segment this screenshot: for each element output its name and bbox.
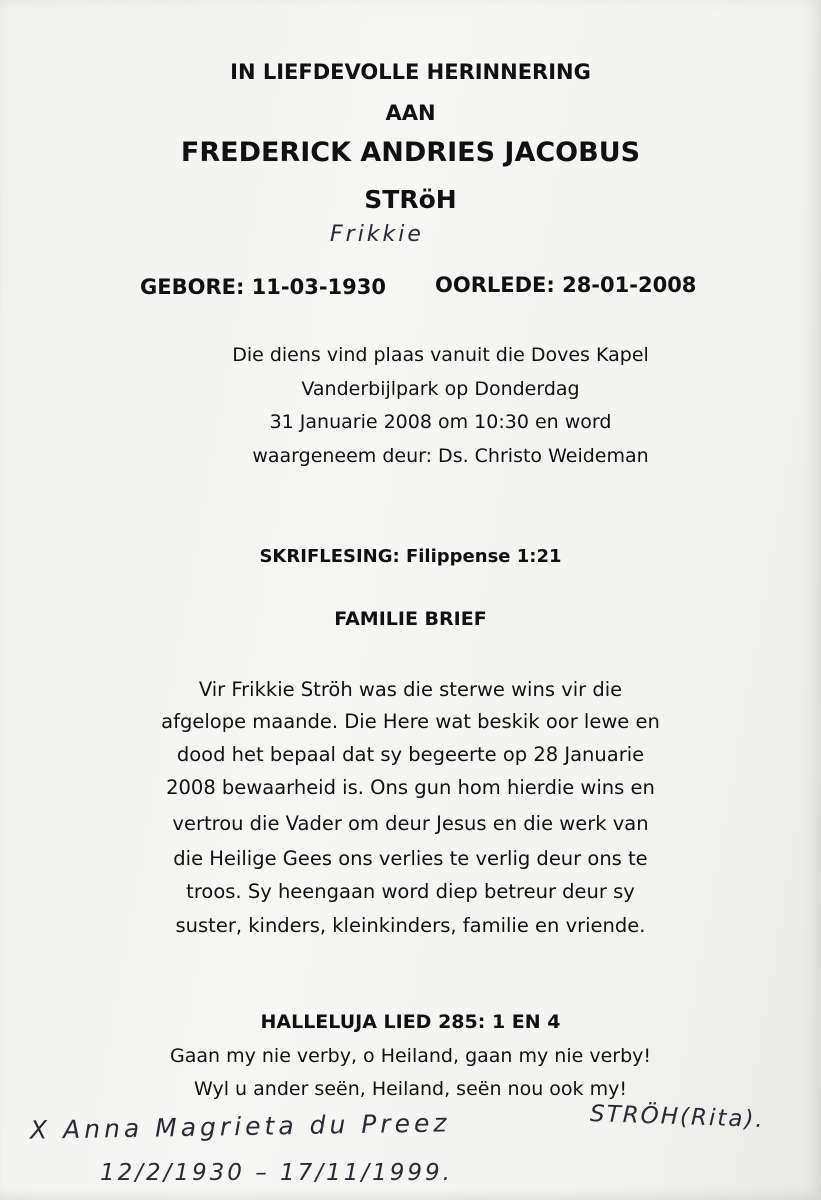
hymn-line: Gaan my nie verby, o Heiland, gaan my nie verby! [169,1045,652,1067]
letter-line: dood het bepaal dat sy begeerte op 28 Januarie [176,743,645,766]
letter-line: troos. Sy heengaan word diep betreur deur sy [186,880,635,903]
handwritten-name: X Anna Magrieta du Preez [29,1108,451,1145]
handwritten-nickname: Frikkie [330,222,424,247]
header-line-2: AAN [385,101,436,125]
letter-line: vertrou die Vader om deur Jesus en die werk van [172,812,649,835]
letter-line: 2008 bewaarheid is. Ons gun hom hierdie wins en [166,776,655,799]
handwritten-dates: 12/2/1930 – 17/11/1999. [100,1160,453,1186]
service-line: Die diens vind plaas vanuit die Doves Kapel [232,344,649,366]
letter-line: afgelope maande. Die Here wat beskik oor lewe en [161,710,660,733]
deceased-surname: STRöH [364,185,457,214]
letter-line: Vir Frikkie Ströh was die sterwe wins vir die [198,678,623,701]
birth-date: GEBORE: 11-03-1930 [140,275,386,299]
letter-line: suster, kinders, kleinkinders, familie en vriende. [175,914,646,937]
family-letter-heading: FAMILIE BRIEF [334,608,487,630]
hymn-line: Wyl u ander seën, Heiland, seën nou ook my! [194,1078,627,1100]
deceased-name: FREDERICK ANDRIES JACOBUS [180,137,641,168]
letter-line: die Heilige Gees ons verlies te verlig deur ons te [173,847,648,870]
scripture-reading: SKRIFLESING: Filippense 1:21 [259,546,562,567]
handwritten-surname: STRÖH(Rita). [589,1100,766,1134]
service-line: Vanderbijlpark op Donderdag [301,378,580,400]
service-line: waargeneem deur: Ds. Christo Weideman [252,445,649,467]
hymn-heading: HALLELUJA LIED 285: 1 EN 4 [260,1011,561,1033]
header-line-1: IN LIEFDEVOLLE HERINNERING [230,60,591,84]
service-line: 31 Januarie 2008 om 10:30 en word [269,411,612,433]
death-date: OORLEDE: 28-01-2008 [435,273,697,297]
